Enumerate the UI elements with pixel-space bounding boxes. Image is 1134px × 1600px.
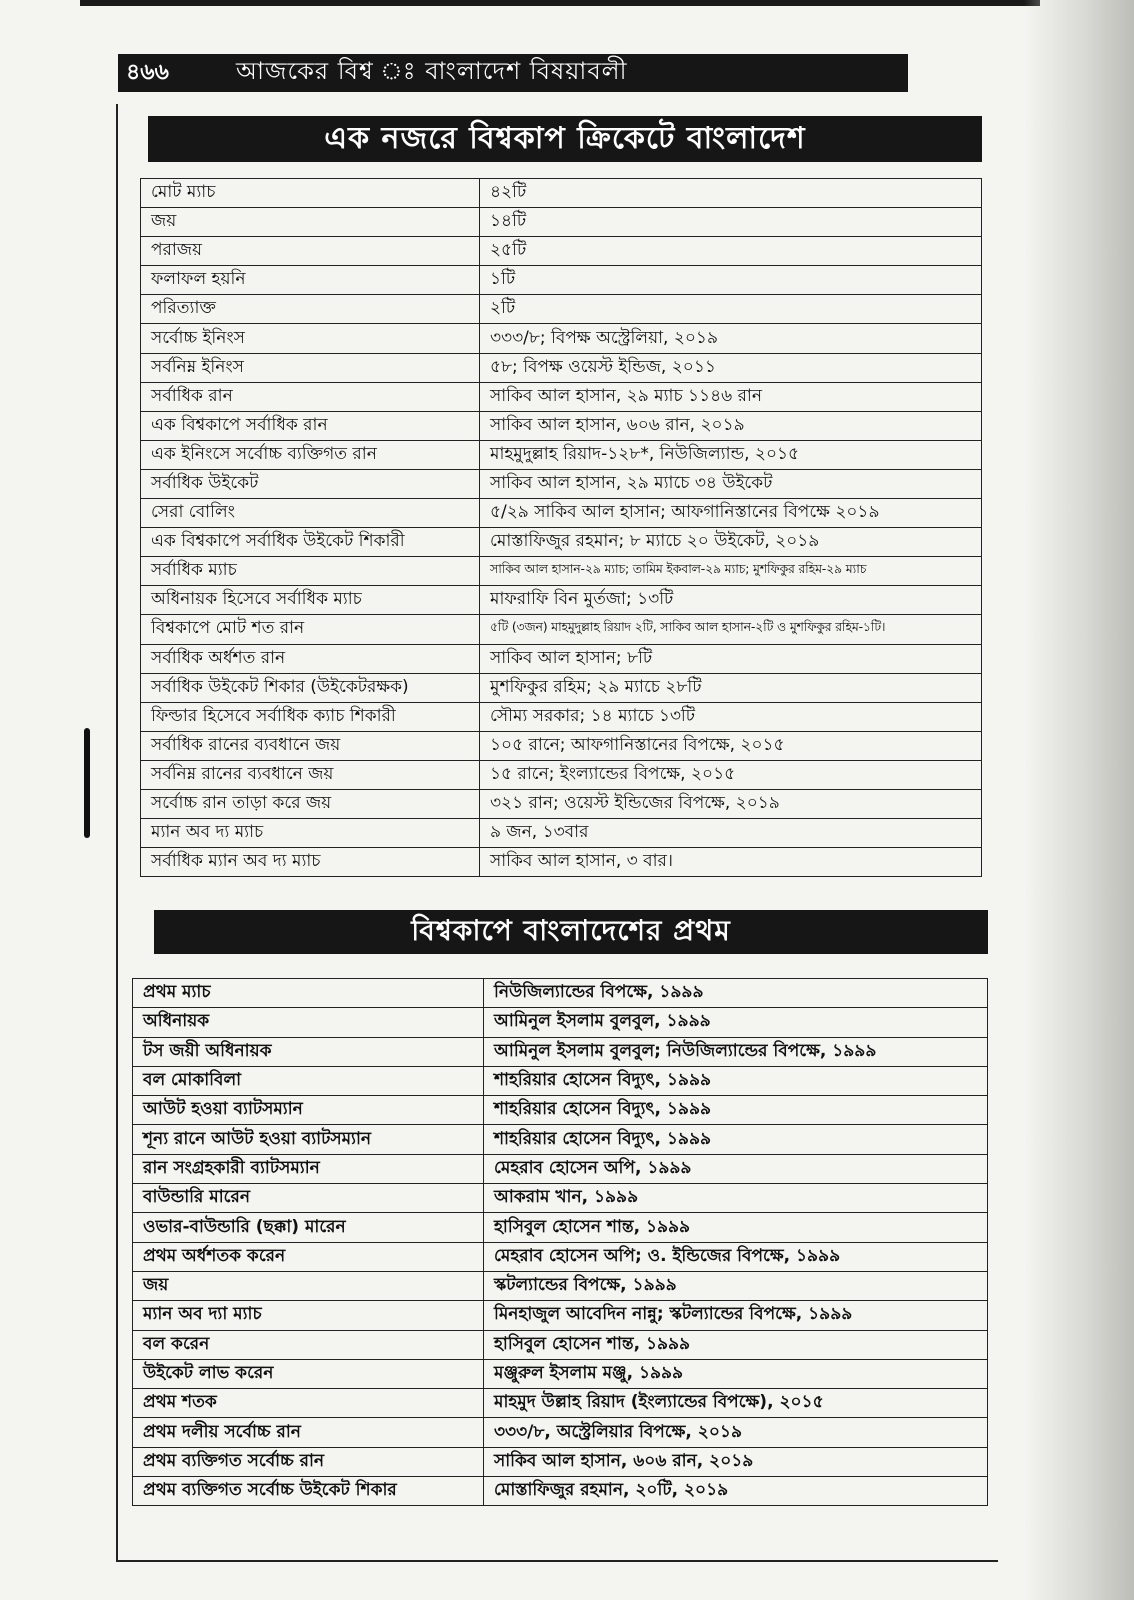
table-row xyxy=(133,1477,988,1506)
row-label: ওভার-বাউন্ডারি (ছক্কা) মারেন xyxy=(133,1213,484,1242)
row-value: মাহমুদুল্লাহ রিয়াদ-১২৮*, নিউজিল্যান্ড, ২০১৫ xyxy=(480,440,982,469)
table-row xyxy=(141,295,982,324)
row-label: পরিত্যাক্ত xyxy=(141,295,480,324)
table-row xyxy=(141,848,982,877)
row-label: অধিনায়ক হিসেবে সর্বাধিক ম্যাচ xyxy=(141,586,480,615)
table-row xyxy=(133,1096,988,1125)
table-row xyxy=(141,469,982,498)
table-row xyxy=(141,760,982,789)
row-label: সর্বনিম্ন রানের ব্যবধানে জয় xyxy=(141,760,480,789)
row-label: সর্বাধিক রানের ব্যবধানে জয় xyxy=(141,731,480,760)
row-value: শাহরিয়ার হোসেন বিদ্যুৎ, ১৯৯৯ xyxy=(484,1096,988,1125)
table-row xyxy=(133,979,988,1008)
row-label: শূন্য রানে আউট হওয়া ব্যাটসম্যান xyxy=(133,1125,484,1154)
row-value: ২টি xyxy=(480,295,982,324)
section-title-overview: এক নজরে বিশ্বকাপ ক্রিকেটে বাংলাদেশ xyxy=(148,116,982,162)
row-label: এক বিশ্বকাপে সর্বাধিক উইকেট শিকারী xyxy=(141,528,480,557)
page-number: ৪৬৬ xyxy=(126,59,169,85)
row-label: বাউন্ডারি মারেন xyxy=(133,1184,484,1213)
row-label: জয় xyxy=(133,1271,484,1300)
table-row xyxy=(141,411,982,440)
row-label: রান সংগ্রহকারী ব্যাটসম্যান xyxy=(133,1154,484,1183)
row-label: এক বিশ্বকাপে সর্বাধিক রান xyxy=(141,411,480,440)
table-row xyxy=(133,1447,988,1476)
table-row xyxy=(141,615,982,644)
row-value: ৫টি (৩জন) মাহমুদুল্লাহ রিয়াদ ২টি, সাকিব আল হাসান-২টি ও মুশফিকুর রহিম-১টি। xyxy=(480,615,982,644)
table-row xyxy=(141,702,982,731)
row-value: শাহরিয়ার হোসেন বিদ্যুৎ, ১৯৯৯ xyxy=(484,1066,988,1095)
table-row xyxy=(141,353,982,382)
row-value: স্কটল্যান্ডের বিপক্ষে, ১৯৯৯ xyxy=(484,1271,988,1300)
row-label: সর্বাধিক ম্যাচ xyxy=(141,557,480,586)
row-value: ১৫ রানে; ইংল্যান্ডের বিপক্ষে, ২০১৫ xyxy=(480,760,982,789)
table-row xyxy=(141,179,982,208)
row-label: প্রথম ব্যক্তিগত সর্বোচ্চ উইকেট শিকার xyxy=(133,1477,484,1506)
row-label: পরাজয় xyxy=(141,237,480,266)
row-value: মোস্তাফিজুর রহমান, ২০টি, ২০১৯ xyxy=(484,1477,988,1506)
row-label: সর্বোচ্চ রান তাড়া করে জয় xyxy=(141,789,480,818)
row-label: সর্বাধিক উইকেট শিকার (উইকেটরক্ষক) xyxy=(141,673,480,702)
table-row xyxy=(141,789,982,818)
table-row xyxy=(133,1154,988,1183)
row-value: মিনহাজুল আবেদিন নান্নু; স্কটল্যান্ডের বিপক্ষে, ১৯৯৯ xyxy=(484,1301,988,1330)
row-label: সর্বাধিক অর্ধশত রান xyxy=(141,644,480,673)
row-value: সাকিব আল হাসান, ৬০৬ রান, ২০১৯ xyxy=(480,411,982,440)
table-row xyxy=(141,528,982,557)
row-label: আউট হওয়া ব্যাটসম্যান xyxy=(133,1096,484,1125)
row-value: ৩৩৩/৮, অস্ট্রেলিয়ার বিপক্ষে, ২০১৯ xyxy=(484,1418,988,1447)
row-value: ৫৮; বিপক্ষ ওয়েস্ট ইন্ডিজ, ২০১১ xyxy=(480,353,982,382)
row-value: মেহরাব হোসেন অপি; ও. ইন্ডিজের বিপক্ষে, ১৯৯৯ xyxy=(484,1242,988,1271)
row-value: ৩৩৩/৮; বিপক্ষ অস্ট্রেলিয়া, ২০১৯ xyxy=(480,324,982,353)
table-row xyxy=(133,1184,988,1213)
table-row xyxy=(141,237,982,266)
table-row xyxy=(141,499,982,528)
row-label: প্রথম শতক xyxy=(133,1389,484,1418)
row-value: সাকিব আল হাসান-২৯ ম্যাচ; তামিম ইকবাল-২৯ ম্যাচ; মুশফিকুর রহিম-২৯ ম্যাচ xyxy=(480,557,982,586)
content-frame xyxy=(116,104,998,1562)
row-label: ম্যান অব দ্যা ম্যাচ xyxy=(133,1301,484,1330)
top-rule xyxy=(80,0,1040,6)
row-label: এক ইনিংসে সর্বোচ্চ ব্যক্তিগত রান xyxy=(141,440,480,469)
row-value: আকরাম খান, ১৯৯৯ xyxy=(484,1184,988,1213)
table-row xyxy=(133,1359,988,1388)
row-value: ১৪টি xyxy=(480,208,982,237)
row-label: প্রথম দলীয় সর্বোচ্চ রান xyxy=(133,1418,484,1447)
firsts-table xyxy=(132,978,988,1506)
row-value: ১০৫ রানে; আফগানিস্তানের বিপক্ষে, ২০১৫ xyxy=(480,731,982,760)
row-value: ৩২১ রান; ওয়েস্ট ইন্ডিজের বিপক্ষে, ২০১৯ xyxy=(480,789,982,818)
table-row xyxy=(133,1242,988,1271)
row-value: মাহমুদ উল্লাহ রিয়াদ (ইংল্যান্ডের বিপক্ষে), ২০১৫ xyxy=(484,1389,988,1418)
table-row xyxy=(133,1008,988,1037)
row-label: প্রথম অর্ধশতক করেন xyxy=(133,1242,484,1271)
table-row xyxy=(133,1389,988,1418)
row-label: সর্বাধিক উইকেট xyxy=(141,469,480,498)
row-value: ২৫টি xyxy=(480,237,982,266)
row-label: প্রথম ব্যক্তিগত সর্বোচ্চ রান xyxy=(133,1447,484,1476)
row-value: নিউজিল্যান্ডের বিপক্ষে, ১৯৯৯ xyxy=(484,979,988,1008)
table-row xyxy=(141,819,982,848)
row-value: আমিনুল ইসলাম বুলবুল; নিউজিল্যান্ডের বিপক্ষে, ১৯৯৯ xyxy=(484,1037,988,1066)
page-header xyxy=(118,54,908,92)
row-value: ১টি xyxy=(480,266,982,295)
row-value: ৪২টি xyxy=(480,179,982,208)
row-label: বল মোকাবিলা xyxy=(133,1066,484,1095)
section-title-firsts: বিশ্বকাপে বাংলাদেশের প্রথম xyxy=(154,910,988,954)
row-value: ৯ জন, ১৩বার xyxy=(480,819,982,848)
row-label: প্রথম ম্যাচ xyxy=(133,979,484,1008)
table-row xyxy=(141,673,982,702)
table-row xyxy=(141,324,982,353)
table-row xyxy=(141,557,982,586)
row-value: ৫/২৯ সাকিব আল হাসান; আফগানিস্তানের বিপক্ষে ২০১৯ xyxy=(480,499,982,528)
row-value: মাফরাফি বিন মুর্তজা; ১৩টি xyxy=(480,586,982,615)
table-row xyxy=(141,644,982,673)
row-value: আমিনুল ইসলাম বুলবুল, ১৯৯৯ xyxy=(484,1008,988,1037)
table-row xyxy=(133,1066,988,1095)
row-label: ম্যান অব দ্য ম্যাচ xyxy=(141,819,480,848)
row-label: বল করেন xyxy=(133,1330,484,1359)
table-row xyxy=(141,266,982,295)
table-row xyxy=(141,382,982,411)
row-label: বিশ্বকাপে মোট শত রান xyxy=(141,615,480,644)
table-row xyxy=(141,440,982,469)
row-value: সাকিব আল হাসান, ২৯ ম্যাচ ১১৪৬ রান xyxy=(480,382,982,411)
table-row xyxy=(133,1330,988,1359)
table-row xyxy=(133,1301,988,1330)
row-label: ফলাফল হয়নি xyxy=(141,266,480,295)
row-value: সাকিব আল হাসান; ৮টি xyxy=(480,644,982,673)
row-value: সাকিব আল হাসান, ৬০৬ রান, ২০১৯ xyxy=(484,1447,988,1476)
table-row xyxy=(141,586,982,615)
table-row xyxy=(141,731,982,760)
row-value: হাসিবুল হোসেন শান্ত, ১৯৯৯ xyxy=(484,1213,988,1242)
row-label: উইকেট লাভ করেন xyxy=(133,1359,484,1388)
row-label: সেরা বোলিং xyxy=(141,499,480,528)
row-label: জয় xyxy=(141,208,480,237)
row-value: সাকিব আল হাসান, ৩ বার। xyxy=(480,848,982,877)
row-value: মেহরাব হোসেন অপি, ১৯৯৯ xyxy=(484,1154,988,1183)
running-title: আজকের বিশ্ব ঃ বাংলাদেশ বিষয়াবলী xyxy=(236,57,628,85)
row-label: সর্বনিম্ন ইনিংস xyxy=(141,353,480,382)
page-curve-shadow xyxy=(1024,0,1134,1600)
row-label: মোট ম্যাচ xyxy=(141,179,480,208)
table-row xyxy=(133,1271,988,1300)
table-row xyxy=(133,1418,988,1447)
row-value: মঞ্জুরুল ইসলাম মঞ্জু, ১৯৯৯ xyxy=(484,1359,988,1388)
row-value: মুশফিকুর রহিম; ২৯ ম্যাচে ২৮টি xyxy=(480,673,982,702)
row-label: টস জয়ী অধিনায়ক xyxy=(133,1037,484,1066)
table-row xyxy=(133,1125,988,1154)
row-value: শাহরিয়ার হোসেন বিদ্যুৎ, ১৯৯৯ xyxy=(484,1125,988,1154)
overview-table xyxy=(140,178,982,877)
table-row xyxy=(141,208,982,237)
binding-mark xyxy=(84,728,90,838)
table-row xyxy=(133,1037,988,1066)
row-label: সর্বাধিক ম্যান অব দ্য ম্যাচ xyxy=(141,848,480,877)
row-value: হাসিবুল হোসেন শান্ত, ১৯৯৯ xyxy=(484,1330,988,1359)
row-value: মোস্তাফিজুর রহমান; ৮ ম্যাচে ২০ উইকেট, ২০১৯ xyxy=(480,528,982,557)
row-label: সর্বাধিক রান xyxy=(141,382,480,411)
row-label: ফিল্ডার হিসেবে সর্বাধিক ক্যাচ শিকারী xyxy=(141,702,480,731)
row-label: অধিনায়ক xyxy=(133,1008,484,1037)
row-value: সাকিব আল হাসান, ২৯ ম্যাচে ৩৪ উইকেট xyxy=(480,469,982,498)
row-label: সর্বোচ্চ ইনিংস xyxy=(141,324,480,353)
table-row xyxy=(133,1213,988,1242)
row-value: সৌম্য সরকার; ১৪ ম্যাচে ১৩টি xyxy=(480,702,982,731)
